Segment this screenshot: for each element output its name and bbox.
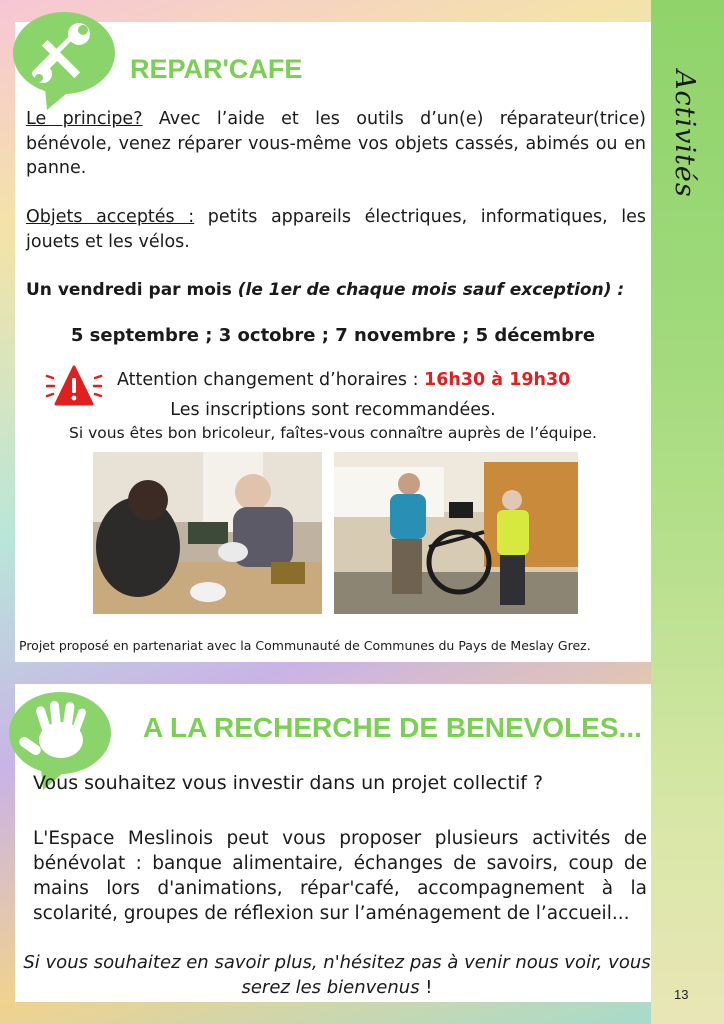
warning-message: Attention changement d’horaires : [117, 370, 425, 390]
objects-label: Objets acceptés : [26, 207, 195, 227]
friday-line [26, 280, 624, 300]
warning-hours: 16h30 à 19h30 [424, 370, 571, 390]
hand-icon [9, 692, 111, 774]
closing-italic: Si vous souhaitez en savoir plus, n'hésitez pas à venir nous voir, vous serez les bienvenus [23, 952, 651, 998]
page-number: 13 [674, 987, 689, 1002]
bricoleur-line: Si vous êtes bon bricoleur, faîtes-vous connaître auprès de l’équipe. [69, 424, 597, 442]
partner-note: Projet proposé en partenariat avec la Communauté de Communes du Pays de Meslay Grez. [19, 638, 591, 653]
benevoles-body: L'Espace Meslinois peut vous proposer plusieurs activités de bénévolat : banque alimentaire, échanges de savoirs, coup de mains lors d'animations, répar'café, accompagnement à la scolarité, groupes de réflexion sur l’aménagement de l’accueil... [33, 828, 647, 924]
repar-cafe-bubble [13, 12, 115, 94]
closing-exclamation: ! [419, 977, 433, 998]
benevoles-closing [20, 950, 654, 1000]
dates-line: 5 septembre ; 3 octobre ; 7 novembre ; 5 décembre [70, 325, 596, 346]
warning-row [45, 364, 605, 404]
bike-repair-photo [334, 452, 578, 614]
inscriptions-line: Les inscriptions sont recommandées. [170, 400, 496, 420]
benevoles-bubble [9, 692, 111, 774]
principle-paragraph [26, 107, 646, 181]
benevoles-question: Vous souhaitez vous investir dans un projet collectif ? [33, 772, 544, 794]
repar-cafe-title: REPAR'CAFE [130, 54, 303, 84]
side-title: Activités [669, 70, 700, 198]
friday-italic: (le 1er de chaque mois sauf exception) : [237, 280, 625, 300]
objects-text: petits appareils électriques, informatiques, les jouets et les vélos. [26, 207, 646, 252]
principle-label: Le principe? [26, 109, 143, 129]
warning-text [117, 370, 570, 390]
benevoles-title: A LA RECHERCHE DE BENEVOLES... [143, 712, 642, 743]
friday-text: Un vendredi par mois [26, 280, 238, 300]
repair-session-photo [93, 452, 322, 614]
principle-text: Avec l’aide et les outils d’un(e) réparateur(trice) bénévole, venez réparer vous-même vos objets cassés, abimés ou en panne. [26, 109, 646, 178]
objects-paragraph [26, 205, 646, 254]
tools-icon [13, 12, 115, 94]
